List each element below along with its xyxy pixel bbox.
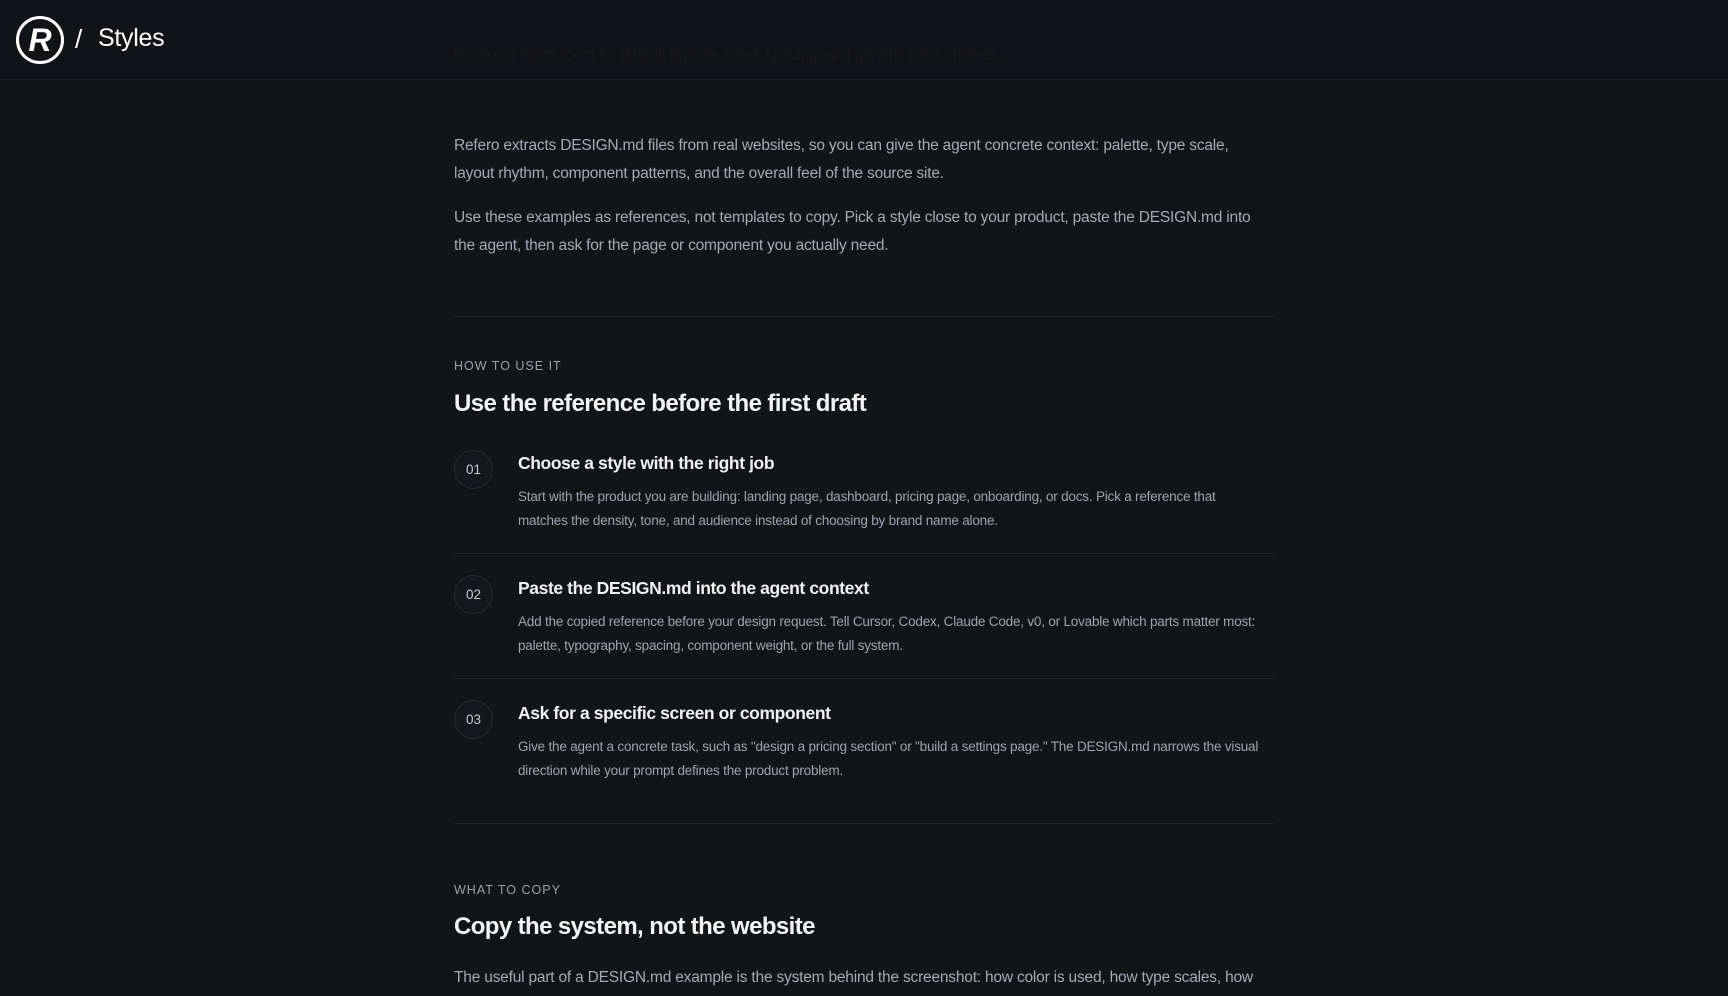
intro-paragraph-2: Refero extracts DESIGN.md files from real websites, so you can give the agent concrete context: palette, type scale, layout rhythm, component patterns, and the overall feel of the source site. <box>454 137 1229 182</box>
what-to-copy-paragraph: The useful part of a DESIGN.md example is the system behind the screenshot: how color is used, how type scales, how <box>454 969 1253 986</box>
refero-logo-icon[interactable] <box>16 16 64 64</box>
step-description: Start with the product you are building: landing page, dashboard, pricing page, onboarding, or docs. Pick a reference that matches the density, tone, and audience instead of choosing by brand name alone. <box>518 489 1216 528</box>
page-title[interactable]: Styles <box>98 24 165 52</box>
step-divider <box>454 678 1274 679</box>
section-divider <box>454 823 1274 824</box>
step-number-badge: 01 <box>454 450 493 489</box>
how-to-heading: Use the reference before the first draft <box>454 390 867 417</box>
step-description: Give the agent a concrete task, such as "design a pricing section" or "build a settings page." The DESIGN.md narrows the visual direction while your prompt defines the product problem. <box>518 739 1259 778</box>
step-title: Ask for a specific screen or component <box>518 703 831 723</box>
step-title: Paste the DESIGN.md into the agent context <box>518 578 869 598</box>
what-to-copy-heading: Copy the system, not the website <box>454 913 815 940</box>
section-divider <box>454 316 1274 317</box>
intro-paragraph-3: Use these examples as references, not templates to copy. Pick a style close to your product, paste the DESIGN.md into the agent, then ask for the page or component you actually need. <box>454 209 1251 254</box>
breadcrumb-separator: / <box>75 24 83 54</box>
step-divider <box>454 553 1274 554</box>
step-description: Add the copied reference before your design request. Tell Cursor, Codex, Claude Code, v0, or Lovable which parts matter most: palette, typography, spacing, component weight, or the full system. <box>518 614 1256 653</box>
how-to-eyebrow: HOW TO USE IT <box>454 359 562 373</box>
logo-glyph: R <box>28 21 52 58</box>
what-to-copy-eyebrow: WHAT TO COPY <box>454 883 561 897</box>
top-bar <box>0 0 1728 80</box>
step-number-badge: 03 <box>454 700 493 739</box>
step-number-badge: 02 <box>454 575 493 614</box>
step-title: Choose a style with the right job <box>518 453 775 473</box>
